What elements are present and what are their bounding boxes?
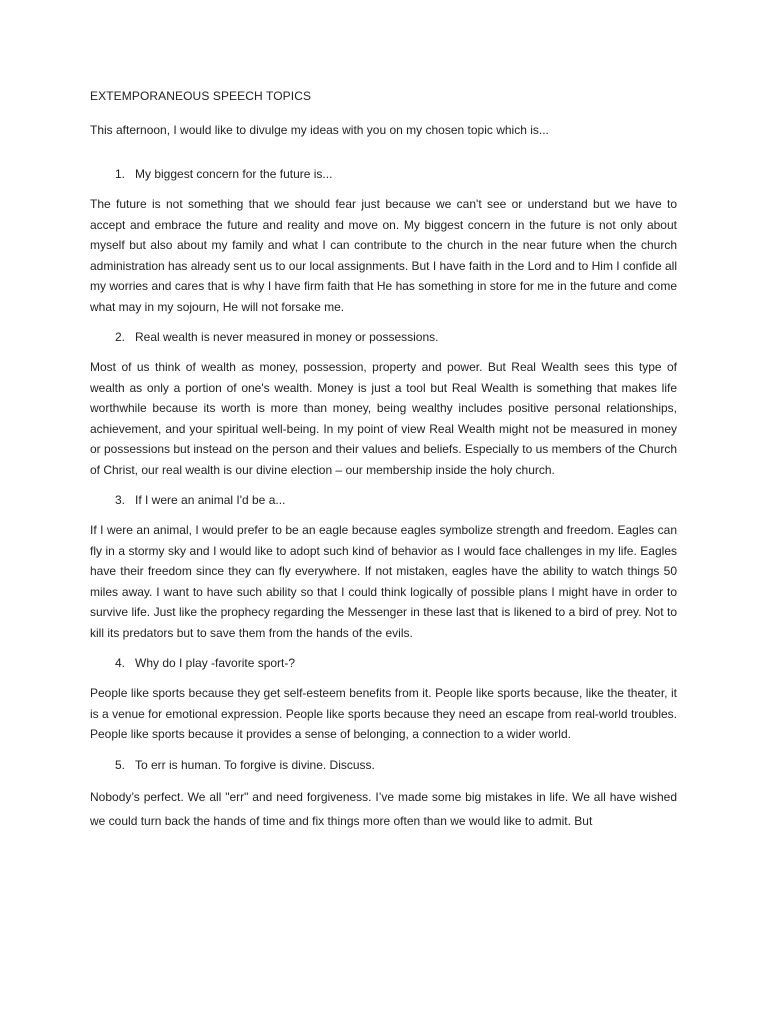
topic-heading-5 <box>90 757 677 773</box>
topic-heading-3 <box>90 492 677 508</box>
topic-body-5: Nobody’s perfect. We all "err" and need forgiveness. I’ve made some big mistakes in life. We all have wished we could turn back the hands of time and fix things more often than we would like to admit. But <box>90 789 677 828</box>
topic-number: 2. <box>115 330 126 344</box>
topic-body-1: The future is not something that we should fear just because we can't see or understand but we have to accept and embrace the future and reality and move on. My biggest concern in the future is not only about myself but also about my family and what I can contribute to the church in the near future when the church administration has already sent us to our local assignments. But I have faith in the Lord and to Him I confide all my worries and cares that is why I have firm faith that He has something in store for me in the future and come what may in my sojourn, He will not forsake me. <box>90 197 677 314</box>
topic-number: 3. <box>115 493 126 507</box>
topic-body-3: If I were an animal, I would prefer to be an eagle because eagles symbolize strength and freedom. Eagles can fly in a stormy sky and I would like to adopt such kind of behavior as I would face challenges in my life. Eagles have their freedom since they can fly everywhere. If not mistaken, eagles have the ability to watch things 50 miles away. I want to have such ability so that I could think logically of possible plans I might have in order to survive life. Just like the prophecy regarding the Messenger in these last that is likened to a bird of prey. Not to kill its predators but to save them from the hands of the evils. <box>90 523 677 640</box>
topic-body-4: People like sports because they get self-esteem benefits from it. People like sports because, like the theater, it is a venue for emotional expression. People like sports because they need an escape from real-world troubles. People like sports because it provides a sense of belonging, a connection to a wider world. <box>90 686 677 741</box>
topic-heading-4 <box>90 655 677 671</box>
topic-body-2: Most of us think of wealth as money, possession, property and power. But Real Wealth sees this type of wealth as only a portion of one's wealth. Money is just a tool but Real Wealth is something that makes life worthwhile because its worth is more than money, being wealthy includes positive personal relationships, achievement, and your spiritual well-being. In my point of view Real Wealth might not be measured in money or possessions but instead on the person and their values and beliefs. Especially to us members of the Church of Christ, our real wealth is our divine election – our membership inside the holy church. <box>90 360 677 477</box>
topic-heading-1 <box>90 166 677 182</box>
topic-number: 1. <box>115 167 126 181</box>
topic-text: If I were an animal I'd be a... <box>135 493 286 507</box>
document-title: EXTEMPORANEOUS SPEECH TOPICS <box>90 89 312 103</box>
topic-text: Real wealth is never measured in money or possessions. <box>135 330 439 344</box>
topic-text: My biggest concern for the future is... <box>135 167 333 181</box>
topic-heading-2 <box>90 329 677 345</box>
topic-text: Why do I play -favorite sport-? <box>135 656 296 670</box>
topic-text: To err is human. To forgive is divine. Discuss. <box>135 757 375 772</box>
topic-number: 4. <box>115 656 126 670</box>
topic-number: 5. <box>115 757 126 772</box>
document-page <box>90 88 677 845</box>
intro-paragraph: This afternoon, I would like to divulge my ideas with you on my chosen topic which is... <box>90 123 549 137</box>
